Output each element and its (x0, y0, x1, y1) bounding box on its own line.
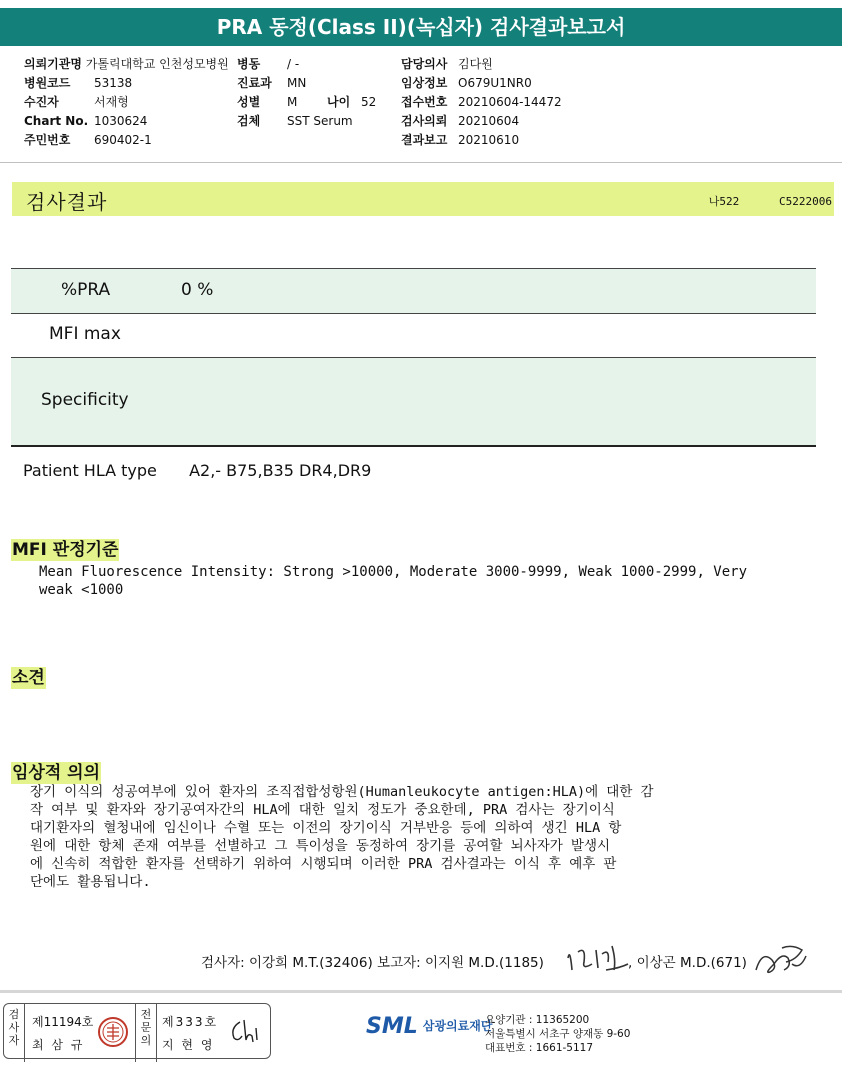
clinical-line: 장기 이식의 성공여부에 있어 환자의 조직접합성항원(Humanleukocyte antigen:HLA)에 대한 감 (30, 784, 654, 800)
pra-label: %PRA (61, 280, 111, 300)
signature-image-1 (564, 940, 636, 974)
header-row-hospital-code: 병원코드 53138 (24, 76, 133, 90)
mfi-criteria-line1: Mean Fluorescence Intensity: Strong >10000, Moderate 3000-9999, Weak 1000-2999, Very (39, 564, 748, 580)
sml-info-code: 요양기관 : 11365200 (485, 1014, 590, 1026)
specificity-label: Specificity (41, 390, 129, 410)
clinical-title: 임상적 의의 (12, 763, 101, 783)
header-right (401, 55, 562, 150)
clinical-text (30, 783, 654, 891)
mfi-criteria-line2: weak <1000 (39, 582, 124, 598)
inspector-name: 최 삼 규 (32, 1038, 85, 1052)
inspector-vertical-label: 검사자 (4, 1004, 25, 1062)
opinion-heading (11, 663, 46, 688)
clinical-line: 작 여부 및 환자와 장기공여자간의 HLA에 대한 일치 정도가 중요한데, PRA 검사는 장기이식 (30, 802, 615, 818)
signature-image-2 (752, 940, 808, 978)
hla-type-value: A2,- B75,B35 DR4,DR9 (189, 461, 372, 480)
header-row-patient: 수진자 서재형 (24, 95, 129, 109)
header-row-clinical-info: 임상정보 O679U1NR0 (401, 76, 532, 90)
signature-line-2: , 이상곤 M.D.(671) (628, 955, 747, 971)
license-box (3, 1003, 271, 1059)
mfi-max-row (11, 314, 816, 357)
signature-line-1: 검사자: 이강희 M.T.(32406) 보고자: 이지원 M.D.(1185) (201, 955, 544, 971)
specialist-license-no: 제333호 (162, 1015, 219, 1029)
clinical-line: 원에 대한 항체 존재 여부를 선별하고 그 특이성을 동정하여 장기를 공여할 뇌사자가 발생시 (30, 838, 611, 854)
header-row-institution: 의뢰기관명 가톨릭대학교 인천성모병원 (24, 57, 229, 71)
sml-contact-info (485, 1013, 630, 1055)
sml-logo (366, 1014, 492, 1039)
header-row-doctor: 담당의사 김다원 (401, 57, 493, 71)
sml-org-name: 삼광의료재단 (422, 1019, 493, 1033)
header-divider (0, 162, 842, 163)
hla-type-row (23, 461, 371, 480)
hla-type-label: Patient HLA type (23, 461, 157, 480)
sml-info-address: 서울특별시 서초구 양재동 9-60 (485, 1028, 631, 1040)
clinical-line: 단에도 활용됩니다. (30, 874, 151, 890)
report-title: PRA 동정(Class II)(녹십자) 검사결과보고서 (0, 8, 842, 46)
specialist-vertical-label: 전문의 (135, 1004, 157, 1062)
specificity-rule (11, 445, 816, 447)
inspector-license-no: 제11194호 (32, 1015, 94, 1029)
header-ward: 병동 / - (237, 57, 300, 71)
sml-info-phone: 대표번호 : 1661-5117 (485, 1042, 594, 1054)
clinical-heading (11, 758, 101, 783)
mfi-criteria-title: MFI 판정기준 (12, 540, 119, 560)
sml-logo-text: SML (366, 1014, 418, 1039)
clinical-line: 에 신속히 적합한 환자를 선택하기 위하여 시행되며 이러한 PRA 검사결과는 이식 후 예후 판 (30, 856, 617, 872)
opinion-title: 소견 (12, 668, 45, 688)
header-row-receipt-no: 접수번호 20210604-14472 (401, 95, 562, 109)
header-row-report-date: 결과보고 20210610 (401, 133, 520, 147)
clinical-line: 대기환자의 혈청내에 임신이나 수혈 또는 이전의 장기이식 거부반응 등에 의하여 생긴 HLA 항 (30, 820, 622, 836)
mfi-max-label: MFI max (49, 324, 121, 344)
seal-stamp (97, 1016, 129, 1048)
footer-divider (0, 990, 842, 993)
pra-value: 0 % (181, 280, 214, 300)
pra-row (11, 269, 816, 313)
header-sex-age: 성별 M 나이 52 (237, 95, 377, 109)
results-codes: 나522 C5222006 (708, 195, 832, 208)
header-row-chart-no: Chart No. 1030624 (24, 114, 148, 128)
header-row-request-date: 검사의뢰 20210604 (401, 114, 520, 128)
specialist-signature-image (226, 1014, 264, 1048)
specificity-row (11, 358, 816, 445)
header-specimen: 검체 SST Serum (237, 114, 353, 128)
header-dept: 진료과 MN (237, 76, 307, 90)
header-row-id-no: 주민번호 690402-1 (24, 133, 152, 147)
results-section-header (12, 182, 834, 216)
specialist-name: 지 현 영 (162, 1038, 215, 1052)
results-section-title: 검사결과 (26, 190, 108, 214)
header-left (24, 55, 229, 150)
mfi-criteria-heading (11, 535, 119, 560)
